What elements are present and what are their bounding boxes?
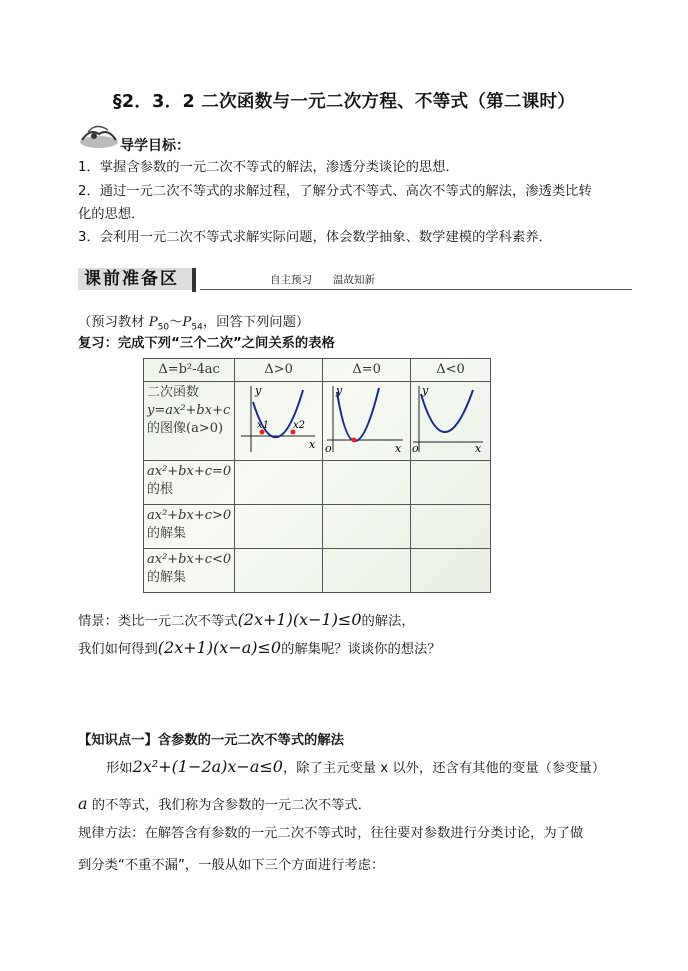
- scenario-line-2: 我们如何得到(2x+1)(x−a)≤0的解集呢？谈谈你的想法？: [78, 638, 441, 657]
- cell-lt-2: [323, 549, 411, 593]
- svg-text:x2: x2: [293, 420, 306, 431]
- header-negative: Δ<0: [411, 359, 491, 382]
- k1-paragraph-1: 形如2x²+(1−2a)x−a≤0，除了主元变量 x 以外，还含有其他的变量（参变量）: [106, 757, 606, 776]
- k1-method-line-1: 规律方法：在解答含有参数的一元二次不等式时，往往要对参数进行分类讨论，为了做: [78, 826, 584, 841]
- cell-gt-3: [411, 505, 491, 549]
- row-lt-label: ax²+bx+c<0 的解集: [144, 549, 235, 593]
- header-delta: Δ=b²-4ac: [144, 359, 235, 382]
- graph-two-roots: [235, 382, 323, 461]
- svg-text:x: x: [395, 442, 402, 454]
- svg-text:y: y: [255, 384, 262, 397]
- svg-text:o: o: [412, 442, 419, 454]
- svg-text:y: y: [336, 384, 343, 397]
- cell-lt-3: [411, 549, 491, 593]
- three-quadratics-table: [143, 358, 491, 593]
- cell-roots-2: [323, 461, 411, 505]
- cell-gt-2: [323, 505, 411, 549]
- prep-section-header: [76, 268, 632, 292]
- svg-text:x: x: [309, 438, 316, 451]
- graph-no-root: [411, 382, 491, 461]
- scenario-line-1: 情景：类比一元二次不等式(2x+1)(x−1)≤0的解法，: [78, 610, 415, 629]
- prep-label: 课前准备区: [78, 268, 196, 290]
- review-heading: 复习：完成下列“三个二次”之间关系的表格: [78, 336, 335, 351]
- svg-text:x1: x1: [257, 420, 270, 431]
- k1-method-line-2: 到分类“不重不漏”，一般从如下三个方面进行考虑：: [78, 858, 385, 873]
- cell-roots-1: [235, 461, 323, 505]
- k1-paragraph-2: a 的不等式，我们称为含参数的一元二次不等式．: [78, 794, 372, 813]
- cell-lt-1: [235, 549, 323, 593]
- knowledge-point-heading: 【知识点一】含参数的一元二次不等式的解法: [78, 733, 344, 748]
- prep-subtitle: 自主预习 温故知新: [270, 274, 375, 286]
- preview-note: （预习教材 $P_{50}\sim P_{54}$，回答下列问题）: [78, 315, 310, 333]
- cell-roots-3: [411, 461, 491, 505]
- header-positive: Δ>0: [235, 359, 323, 382]
- graph-one-root: [323, 382, 411, 461]
- row-gt-label: ax²+bx+c>0 的解集: [144, 505, 235, 549]
- book-icon: [78, 124, 120, 150]
- header-zero: Δ=0: [323, 359, 411, 382]
- row-roots-label: ax²+bx+c=0 的根: [144, 461, 235, 505]
- guide-item-2-cont: 化的思想．: [78, 207, 145, 222]
- cell-gt-1: [235, 505, 323, 549]
- guide-heading: 导学目标：: [120, 138, 190, 154]
- row-graph-label: 二次函数 y=ax²+bx+c 的图像(a>0): [144, 382, 235, 461]
- guide-item-2: 2．通过一元二次不等式的求解过程，了解分式不等式、高次不等式的解法，渗透类比转: [78, 184, 592, 199]
- svg-text:x: x: [475, 442, 482, 454]
- guide-item-1: 1．掌握含参数的一元二次不等式的解法，渗透分类谈论的思想．: [78, 160, 459, 175]
- svg-text:y: y: [422, 384, 429, 397]
- page-title: §2．3．2 二次函数与一元二次方程、不等式（第二课时）: [112, 92, 576, 112]
- guide-item-3: 3．会利用一元二次不等式求解实际问题，体会数学抽象、数学建模的学科素养．: [78, 230, 552, 245]
- svg-text:o: o: [325, 442, 332, 454]
